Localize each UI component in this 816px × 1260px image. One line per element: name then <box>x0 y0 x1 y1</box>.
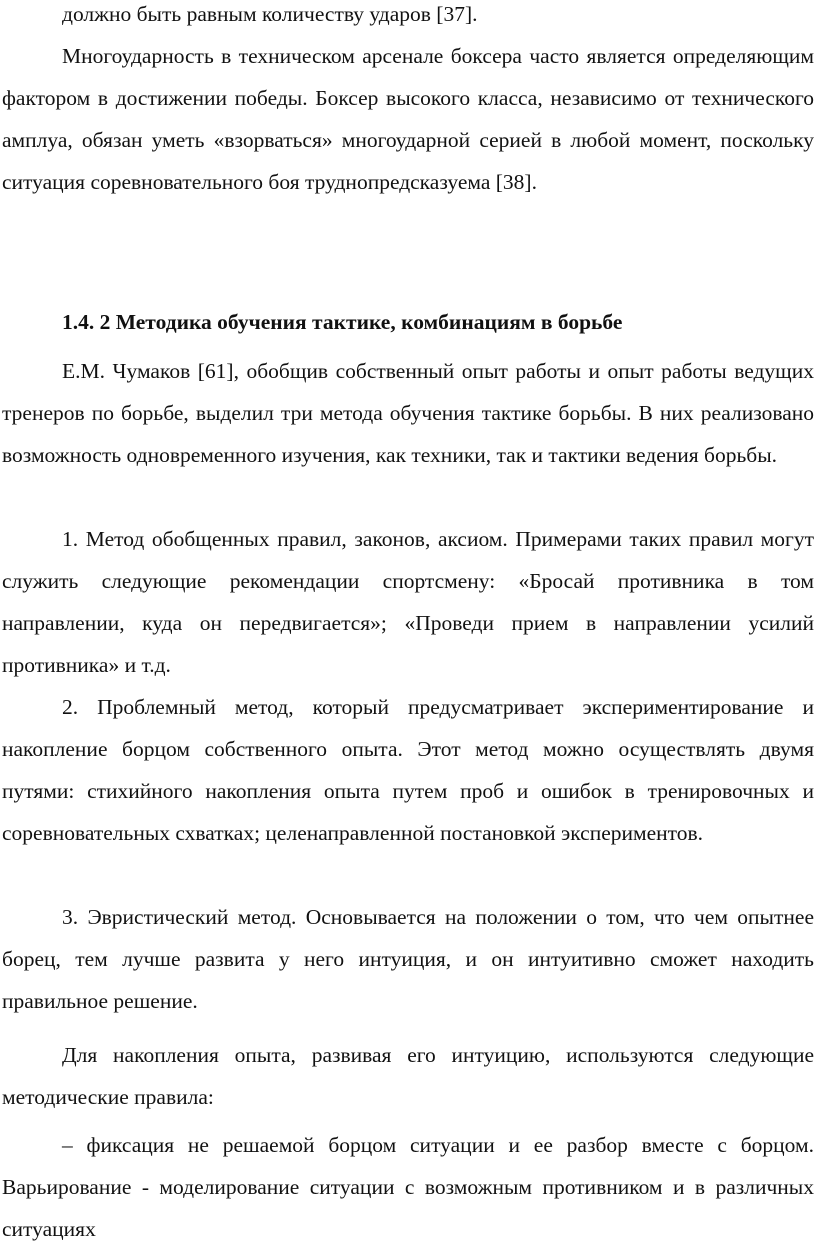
section-heading: 1.4. 2 Методика обучения тактике, комбинациям в борьбе <box>62 310 623 334</box>
paragraph-chumakov: Е.М. Чумаков [61], обобщив собственный опыт работы и опыт работы ведущих тренеров по борьбе, выделил три метода обучения тактике борьбы. В них реализовано возможность одновременного изучения, как техники, так и тактики ведения борьбы. <box>2 359 814 467</box>
list-item-rule-1: – фиксация не решаемой борцом ситуации и ее разбор вместе с борцом. Варьирование - моделирование ситуации с возможным противником и в различных ситуациях <box>2 1133 814 1241</box>
paragraph-multistrike: Многоударность в техническом арсенале боксера часто является определяющим фактором в достижении победы. Боксер высокого класса, независимо от технического амплуа, обязан уметь «взорваться» многоударной серией в любой момент, поскольку ситуация соревновательного боя труднопредсказуема [38]. <box>2 44 814 194</box>
paragraph-rules-intro: Для накопления опыта, развивая его интуицию, используются следующие методические правила: <box>2 1043 814 1109</box>
paragraph-continuation: должно быть равным количеству ударов [37]. <box>62 2 478 26</box>
paragraph-method-2: 2. Проблемный метод, который предусматривает экспериментирование и накопление борцом собственного опыта. Этот метод можно осуществлять двумя путями: стихийного накопления опыта путем проб и ошибок в тренировочных и соревновательных схватках; целенаправленной постановкой экспериментов. <box>2 695 814 845</box>
paragraph-method-3: 3. Эвристический метод. Основывается на положении о том, что чем опытнее борец, тем лучше развита у него интуиция, и он интуитивно сможет находить правильное решение. <box>2 905 814 1013</box>
paragraph-method-1: 1. Метод обобщенных правил, законов, аксиом. Примерами таких правил могут служить следующие рекомендации спортсмену: «Бросай противника в том направлении, куда он передвигается»; «Проведи прием в направлении усилий противника» и т.д. <box>2 527 814 677</box>
